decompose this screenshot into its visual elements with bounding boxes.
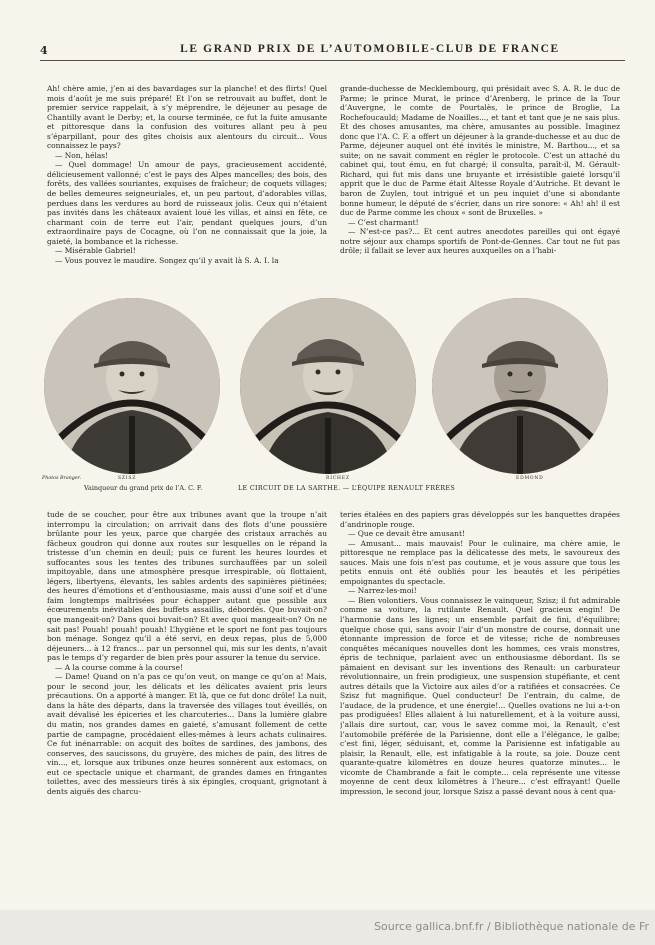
driver-name-label: RICHEZ — [326, 476, 350, 481]
column-bottom-left — [47, 510, 327, 850]
paragraph: — N’est-ce pas?... Et cent autres anecdotes pareilles qui ont égayé notre séjour aux champs sportifs de Pont-de-Gennes. Car tout ne fut pas drôle; il fallait se lever aux heures auxquelles on a l’habi- — [340, 227, 620, 256]
figure-caption: LE CIRCUIT DE LA SARTHE. — L’ÉQUIPE RENAULT FRÈRES — [238, 484, 456, 492]
paragraph: grande-duchesse de Mecklembourg, qui présidait avec S. A. R. le duc de Parme; le prince Murat, le prince d’Arenberg, le prince de la Tour d’Auvergne, le comte de Pourtalès, le prince de Broglie, La Rochefoucauld; Madame de Noailles..., et tant et tant que je ne sais plus. Et des choses amusantes, ma chère, amusantes au possible. Imaginez donc que l’A. C. F. a offert un déjeuner à la grande-duchesse et au duc de Parme, déjeuner auquel ont été invités le ministre, M. Barthou..., et sa suite; on ne savait comment en régler le protocole. C’est un attaché du cabinet qui, tout ému, en fut chargé; il consulta, paraît-il, M. Gérault-Richard, qui fut mis dans une bruyante et irrésistible gaieté lorsqu’il apprit que le duc de Parme était Altesse Royale d’Autriche. Et devant le baron de Zuylen, tout intrigué et un peu inquiet d’une si abondante bonne humeur, le député de s’écrier, dans un rire sonore: « Ah! ah! il est duc de Parme comme les choux « sont de Bruxelles. » — [340, 84, 620, 218]
photo-credit: Photos Branger. — [42, 476, 81, 481]
column-top-right — [340, 84, 620, 300]
paragraph: — C’est charmant! — [348, 217, 419, 227]
paragraph: — A la course comme à la course! — [55, 662, 183, 672]
paragraph: — Misérable Gabriel! — [55, 246, 136, 256]
source-attribution: Source gallica.bnf.fr / Bibliothèque nationale de Fr — [374, 920, 649, 933]
driver-name-label: EDMOND — [516, 476, 544, 481]
header-rule — [40, 60, 625, 61]
paragraph: — Que ce devait être amusant! — [348, 529, 465, 539]
paragraph: — Non, hélas! — [55, 150, 109, 160]
column-bottom-right — [340, 510, 620, 850]
paragraph: teries étalées en des papiers gras développés sur les banquettes drapées d’andrinople rouge. — [340, 510, 620, 529]
paragraph: Ah! chère amie, j’en ai des bavardages sur la planche! et des flirts! Quel mois d’août je me suis préparé! Et l’on se retrouvait au buffet, dont le premier service rappelait, à s’y méprendre, le déjeuner au pesage de Chantilly avant le Derby; et, la course terminée, ce fut la fuite amusante et pittoresque dans la confusion des voitures allant peu à peu s’éparpillant, pour des gîtes choisis aux alentours du circuit... Vous connaissez le pays? — [47, 84, 327, 151]
paragraph: — Narrez-les-moi! — [348, 586, 417, 596]
running-title: LE GRAND PRIX DE L’AUTOMOBILE-CLUB DE FRANCE — [180, 43, 560, 55]
driver-portrait-photo — [44, 298, 220, 474]
paragraph: — Amusant... mais mauvais! Pour le culinaire, ma chère amie, le pittoresque ne remplace pas la délicatesse des mets, le savoureux des sauces. Mais une fois n’est pas coutume, et je vous assure que tous les petits ennuis ont été oubliés pour les beautés et les péripéties empoignantes du spectacle. — [340, 538, 620, 586]
paragraph: — Quel dommage! Un amour de pays, gracieusement accidenté, délicieusement vallonné; c’est le pays des Alpes mancelles; des bois, des forêts, des vallées souriantes, exquises de fraîcheur; de coquets villages; de belles demeures seigneuriales, et, un peu partout, d’adorables villas, perdues dans les verdures au bord de ruisseaux jolis. Ceux qui n’étaient pas invités dans les châteaux avaient loué les villas, et ainsi en fête, ce charmant coin de terre eut l’air, pendant quelques jours, d’un extraordinaire pays de Cocagne, où l’on ne connaissait que la joie, la gaieté, la bombance et la richesse. — [47, 160, 327, 246]
paragraph: — Vous pouvez le maudire. Songez qu’il y avait là S. A. I. la — [55, 255, 279, 265]
driver-name-label: SZISZ — [118, 476, 137, 481]
driver-portrait-photo — [432, 298, 608, 474]
paragraph: tude de se coucher, pour être aux tribunes avant que la troupe n’ait interrompu la circulation; on arrivait dans des flots d’une poussière brûlante pour les yeux, parce que chargée des cristaux arrachés au fâcheux goudron qui donne aux routes sur lesquelles on le répand la tristesse d’un chemin en deuil; puis ce furent les heures lourdes et suffocantes sous les tentes des tribunes surchauffées par un soleil impitoyable, dans une atmosphère presque irrespirable, où flottaient, légers, libertyens, élevants, les sables ardents des sapinières piétinées; des heures d’émotions et d’enthousiasme, mais aussi d’une soif et d’une faim longtemps maîtrisées pour échapper autant que possible aux écœurements inévitables des buffets assaillis, débordés. Que buvait-on? que mangeait-on? Dans quoi buvait-on? Et avec quoi mangeait-on? On ne sait pas! Pouah! pouah! pouah! L’hygiène et le sport ne font pas toujours bon ménage. Songez qu’il a été servi, en deux repas, plus de 5,000 déjeuners... à 12 francs... par un personnel qui, mis sur les dents, n’avait pas le temps d’y regarder de bien près pour assurer la tenue du service. — [47, 510, 327, 663]
paragraph: — Dame! Quand on n’a pas ce qu’on veut, on mange ce qu’on a! Mais, pour le second jour, les délicats et les délicates avaient pris leurs précautions. On a apporté à manger. Et là, que ce fut donc drôle! La nuit, dans la hâte des départs, dans la traversée des villages tout éveillés, on avait dévalisé les épiceries et les charcuteries... Dans la lumière glabre du matin, nos grandes dames en gaieté, s’amusant follement de cette partie de campagne, procédaient elles-mêmes à leurs achats culinaires. Ce fut inénarrable: on acquit des boîtes de sardines, des jambons, des conserves, des saucissons, du gruyère, des miches de pain, des litres de vin..., et, lorsque aux tribunes onze heures sonnèrent aux estomacs, on eut ce spectacle unique et charmant, de grandes dames en fringantes toilettes, avec des messieurs tirés à six épingles, croquant, grignotant à dents aiguës des charcu- — [47, 672, 327, 796]
figure-caption-winner: Vainqueur du grand prix de l’A. C. F. — [84, 484, 203, 492]
photo-figure — [40, 298, 625, 498]
page-number: 4 — [40, 44, 49, 57]
driver-portrait-photo — [240, 298, 416, 474]
paragraph: — Bien volontiers. Vous connaissez le vainqueur, Szisz; il fut admirable comme sa voiture, la rutilante Renault. Quel gracieux engin! De l’harmonie dans les lignes; un ensemble parfait de fini, d’équilibre; quelque chose qui, sans avoir l’air d’un monstre de course, donnait une étonnante impression de force et de vitesse; riche de nombreuses conquêtes mécaniques nouvelles dont les hommes, ces vrais monstres, épris de technique, parlaient avec un enthousiasme débordant. Ils se pâmaient en devisant sur les inventions des Renault: un carburateur révolutionnaire, un frein prodigieux, une suspension stupéfiante, et cent autres détails que la Victoire aux ailes d’or a ratifiées et consacrées. Ce Szisz fut magnifique. Quel conducteur! De l’entrain, du calme, de l’audace, de la prudence, et une énergie!... Quelles ovations ne lui a-t-on pas prodiguées! Elles allaient à lui naturellement, et à la voiture aussi, j’allais dire surtout, car, vous le savez comme moi, la Renault, c’est l’automobile préférée de la Parisienne, dont elle a l’élégance, le galbe; c’est fini, léger, séduisant, et, comme la Parisienne est infatigable au plaisir, la Renault, elle, est infatigable à la route, sa joie. Douze cent quarante-quatre kilomètres en douze heures quatorze minutes... le vicomte de Chambrande a fait le compte... cela représente une vitesse moyenne de cent deux kilomètres à l’heure... c’est effrayant! Quelle impression, le second jour, lorsque Szisz a passé devant nous à cent qua- — [340, 595, 620, 796]
column-top-left — [47, 84, 327, 300]
